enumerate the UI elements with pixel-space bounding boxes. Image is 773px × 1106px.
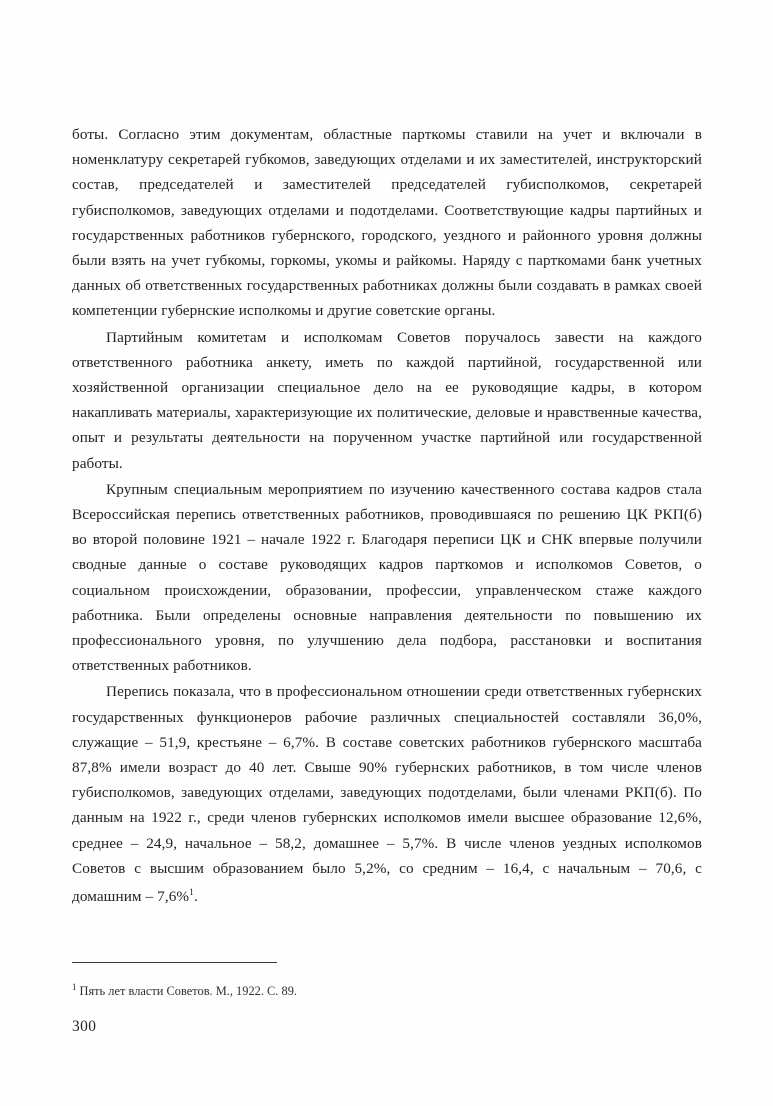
paragraph-2: Партийным комитетам и исполкомам Советов поручалось завести на каждого ответственного работника анкету, иметь по каждой партийной, государственной или хозяйственной организации специальное дело на ее руководящие кадры, в котором накапливать материалы, характеризующие их политические, деловые и нравственные качества, опыт и результаты деятельности на порученном участке партийной или государственной работы. [72, 328, 702, 472]
paragraph-4-tail: . [194, 888, 198, 906]
page-number: 300 [72, 1018, 97, 1035]
footnote-text: Пять лет власти Советов. М., 1922. С. 89. [79, 984, 297, 999]
paragraph-4 [72, 679, 702, 909]
footnote-area [72, 962, 702, 999]
footnote-marker: 1 [72, 982, 77, 992]
paragraph-1: боты. Согласно этим документам, областные парткомы ставили на учет и включали в номенклатуру секретарей губкомов, заведующих отделами и их заместителей, инструкторский состав, председателей и заместителей председателей губисполкомов, секретарей губисполкомов, заведующих отделами и подотделами. Соответствующие кадры партийных и государственных работников губернского, городского, уездного и районного уровня должны были взять на учет губкомы, горкомы, укомы и райкомы. Наряду с парткомами банк учетных данных об ответственных государственных работниках должны были создавать в рамках своей компетенции губернские исполкомы и другие советские органы. [72, 126, 702, 320]
footnote-separator [72, 962, 277, 963]
footnote-1 [72, 979, 702, 999]
footnote-reference[interactable]: 1 [189, 888, 195, 899]
page-body [72, 122, 702, 910]
paragraph-4-text: Перепись показала, что в профессиональном отношении среди ответственных губернских государственных функционеров рабочие различных специальностей составляли 36,0%, служащие – 51,9, крестьяне – 6,7%. В составе советских работников губернского масштаба 87,8% имели возраст до 40 лет. Свыше 90% губернских работников, в том числе членов губисполкомов, заведующих отделами, заведующих подотделами, были членами РКП(б). По данным на 1922 г., среди членов губернских исполкомов имели высшее образование 12,6%, среднее – 24,9, начальное – 58,2, домашнее – 5,7%. В числе членов уездных исполкомов Советов с высшим образованием было 5,2%, со средним – 16,4, с начальным – 70,6, с домашним – 7,6% [72, 683, 702, 906]
paragraph-3: Крупным специальным мероприятием по изучению качественного состава кадров стала Всероссийская перепись ответственных работников, проводившаяся по решению ЦК РКП(б) во второй половине 1921 – начале 1922 г. Благодаря переписи ЦК и СНК впервые получили сводные данные о составе руководящих кадров парткомов и исполкомов Советов, о социальном происхождении, образовании, профессии, управленческом стаже каждого работника. Были определены основные направления деятельности по повышению их профессионального уровня, по улучшению дела подбора, расстановки и воспитания ответственных работников. [72, 480, 702, 675]
